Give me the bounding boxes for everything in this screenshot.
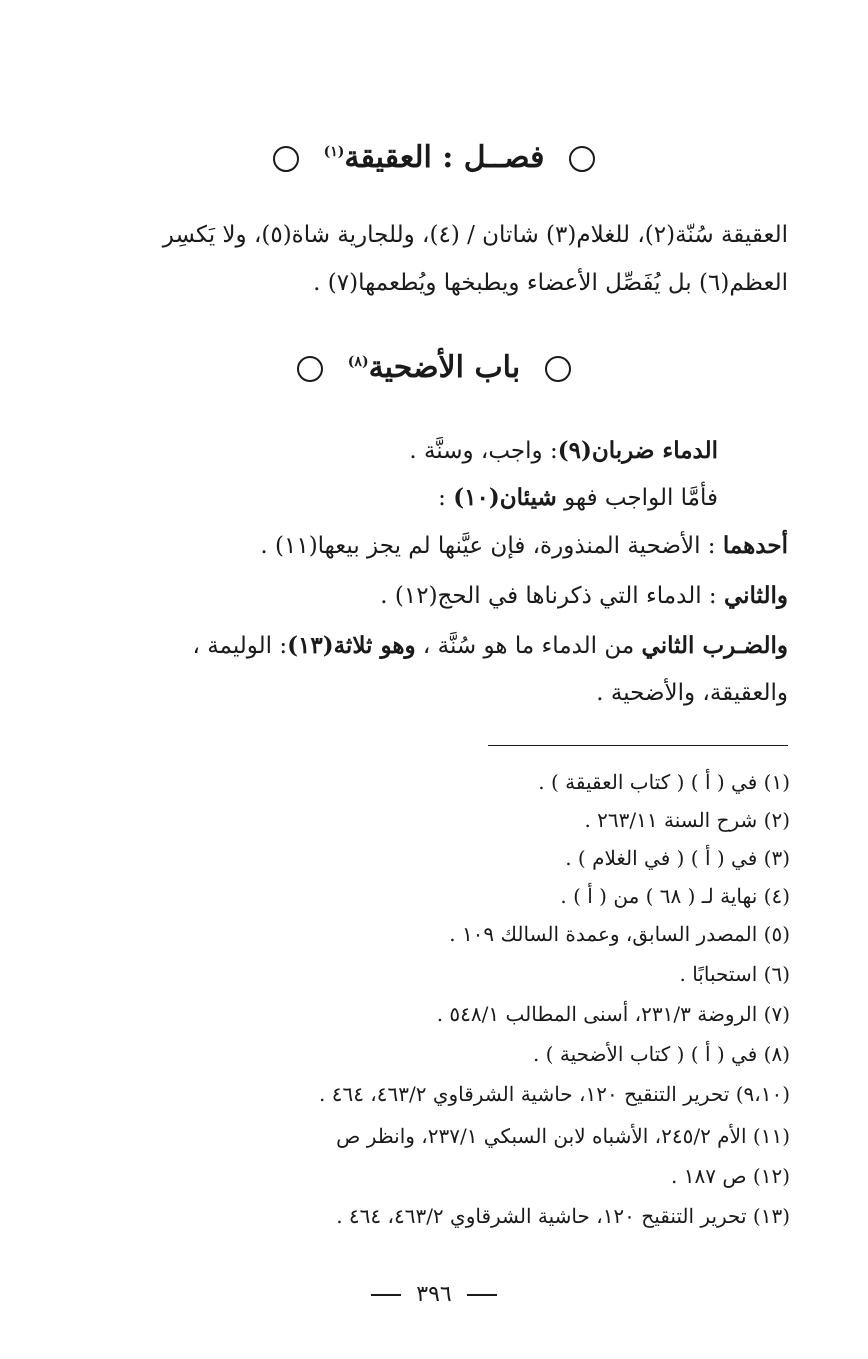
circle-ornament-icon — [569, 146, 595, 172]
bold-term: والضـرب الثاني — [641, 632, 788, 659]
circle-ornament-icon — [545, 356, 571, 382]
text-span: : الوليمة ، — [192, 633, 288, 659]
footnote-separator — [488, 745, 788, 746]
footnote: (١٣) تحرير التنقيح ١٢٠، حاشية الشرقاوي ٤٦٣/٢، ٤٦٤ . — [336, 1204, 790, 1228]
text-line — [260, 532, 788, 559]
text-line — [380, 582, 788, 609]
footnote: (٢) شرح السنة ٢٦٣/١١ . — [584, 808, 790, 832]
text-span: : واجب، وسنَّة . — [409, 438, 558, 464]
text-span: : — [438, 485, 454, 511]
circle-ornament-icon — [273, 146, 299, 172]
footnote: (٩،١٠) تحرير التنقيح ١٢٠، حاشية الشرقاوي ٤٦٣/٢، ٤٦٤ . — [319, 1082, 790, 1106]
section-heading-udhiya — [0, 350, 868, 385]
footnote: (١٢) ص ١٨٧ . — [671, 1164, 790, 1188]
paragraph-line: العظم(٦) بل يُفَصِّل الأعضاء ويطبخها ويُطعمها(٧) . — [313, 270, 788, 296]
footnote: (١) في ( أ ) ( كتاب العقيقة ) . — [538, 770, 790, 794]
bold-term: أحدهما — [722, 532, 788, 559]
heading-footnote-ref: (١) — [323, 144, 345, 160]
text-line: والعقيقة، والأضحية . — [596, 680, 788, 706]
text-span: : الأضحية المنذورة، فإن عيَّنها لم يجز بيعها(١١) . — [260, 533, 723, 559]
footnote: (٨) في ( أ ) ( كتاب الأضحية ) . — [532, 1042, 790, 1066]
heading-title: فصــل : العقيقة — [344, 140, 545, 175]
footnote: (٤) نهاية لـ ( ٦٨ ) من ( أ ) . — [560, 884, 790, 908]
footnote: (٦) استحبابًا . — [679, 962, 790, 986]
text-span: : الدماء التي ذكرناها في الحج(١٢) . — [380, 583, 724, 609]
bold-term: الدماء ضربان(٩) — [557, 437, 718, 464]
page-number-value: ٣٩٦ — [416, 1282, 452, 1307]
paragraph-line: العقيقة سُنّة(٢)، للغلام(٣) شاتان / (٤)، وللجارية شاة(٥)، ولا يَكسِر — [162, 222, 788, 248]
dash-ornament — [467, 1294, 497, 1296]
footnote: (١١) الأم ٢٤٥/٢، الأشباه لابن السبكي ٢٣٧/١، وانظر ص — [336, 1124, 790, 1148]
circle-ornament-icon — [297, 356, 323, 382]
text-span: فأمَّا الواجب فهو — [556, 485, 718, 511]
text-line — [192, 632, 788, 659]
text-span: من الدماء ما هو سُنَّة ، — [415, 633, 642, 659]
footnote: (٧) الروضة ٢٣١/٣، أسنى المطالب ٥٤٨/١ . — [436, 1002, 790, 1026]
heading-title: باب الأضحية — [368, 350, 521, 385]
bold-term: وهو ثلاثة(١٣) — [287, 632, 416, 659]
bold-term: والثاني — [723, 582, 788, 609]
text-line — [438, 484, 718, 511]
text-line — [409, 437, 718, 464]
heading-footnote-ref: (٨) — [347, 354, 369, 370]
footnote: (٥) المصدر السابق، وعمدة السالك ١٠٩ . — [449, 922, 790, 946]
page-number — [0, 1282, 868, 1307]
bold-term: شيئان(١٠) — [453, 484, 557, 511]
footnote: (٣) في ( أ ) ( في الغلام ) . — [565, 846, 790, 870]
section-heading-aqiqa — [0, 140, 868, 175]
dash-ornament — [371, 1294, 401, 1296]
